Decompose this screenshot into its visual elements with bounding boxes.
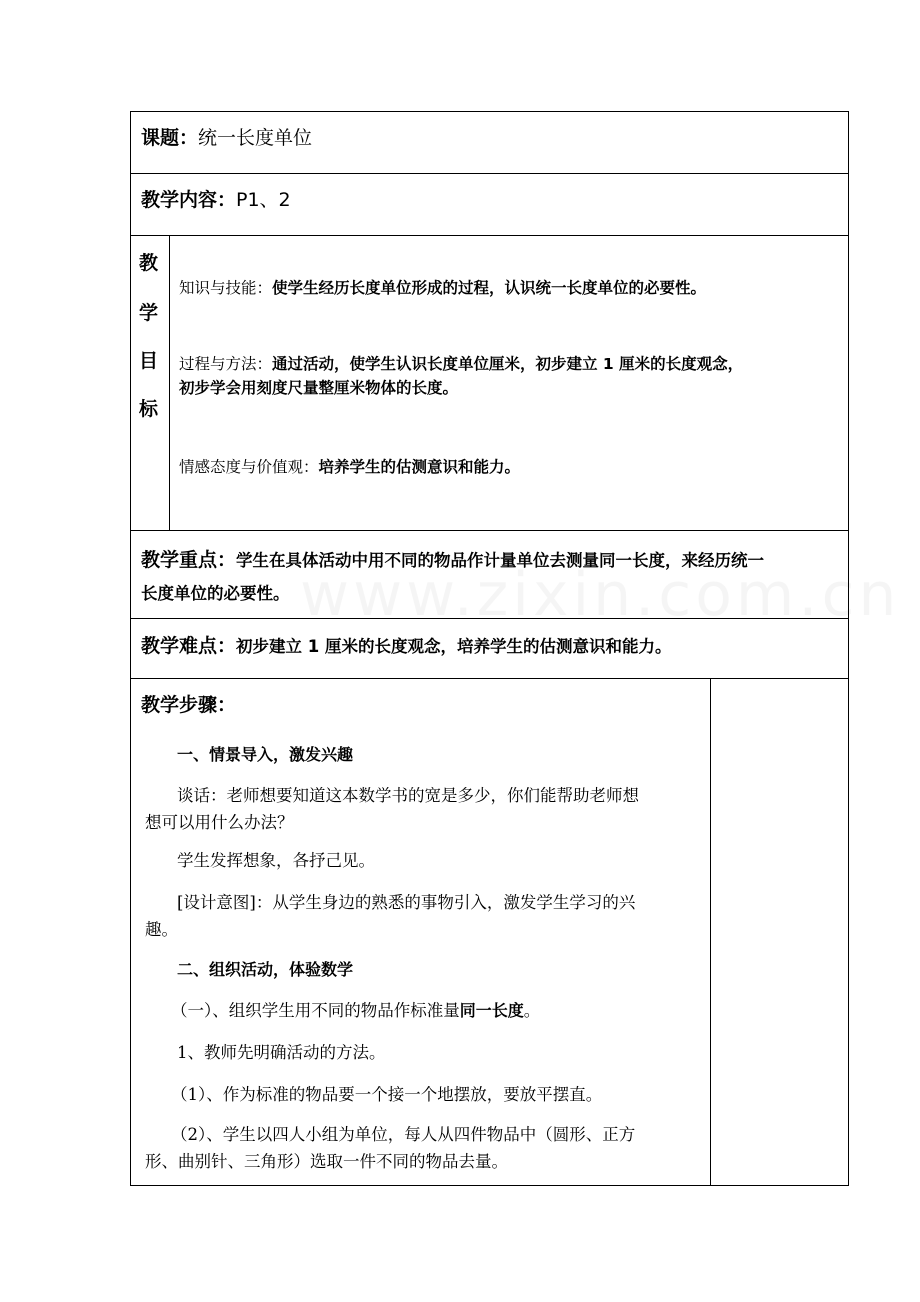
item-1-2-line-2: 形、曲别针、三角形）选取一件不同的物品去量。 (145, 1152, 508, 1171)
objective-process (179, 352, 743, 400)
content-row (131, 174, 848, 236)
key-points-cell (141, 544, 764, 610)
content-label: 教学内容： (141, 189, 237, 211)
lesson-plan-table (130, 111, 849, 1186)
item-1-2 (145, 1121, 705, 1175)
title-label: 课题： (141, 127, 199, 149)
section-2-title: 二、组织活动，体验数学 (177, 960, 354, 979)
title-row (131, 112, 848, 174)
objective-attitude (179, 455, 520, 479)
objective-process-text-1: 通过活动，使学生认识长度单位厘米，初步建立 1 厘米的长度观念， (272, 355, 744, 373)
student-paragraph: 学生发挥想象，各抒己见。 (177, 851, 375, 870)
design-line-1: [设计意图]：从学生身边的熟悉的事物引入，激发学生学习的兴 (177, 893, 636, 912)
objectives-vertical-label (131, 236, 170, 530)
difficulties-text: 初步建立 1 厘米的长度观念，培养学生的估测意识和能力。 (236, 637, 672, 656)
objective-knowledge (179, 276, 706, 300)
sub-1-bold: 同一长度 (459, 1001, 524, 1020)
key-points-row (131, 531, 848, 619)
title-cell (141, 126, 312, 150)
objective-process-label: 过程与方法： (179, 355, 273, 373)
content-value: P1、2 (236, 189, 291, 211)
talk-paragraph (145, 782, 705, 836)
title-value: 统一长度单位 (198, 127, 313, 149)
objective-knowledge-text: 使学生经历长度单位形成的过程，认识统一长度单位的必要性。 (272, 279, 707, 297)
key-points-line-1: 学生在具体活动中用不同的物品作计量单位去测量同一长度，来经历统一 (236, 551, 765, 570)
objective-knowledge-label: 知识与技能： (179, 279, 273, 297)
objective-attitude-text: 培养学生的估测意识和能力。 (318, 458, 521, 476)
difficulties-label: 教学难点： (141, 635, 237, 657)
objectives-label-char-1: 教 (139, 252, 159, 274)
sub-1 (145, 997, 731, 1024)
difficulties-row (131, 619, 848, 679)
design-line-2: 趣。 (145, 920, 178, 939)
sub-1-prefix: （一）、组织学生用不同的物品作标准量 (171, 1001, 460, 1020)
steps-label: 教学步骤： (141, 694, 237, 716)
objective-attitude-label: 情感态度与价值观： (179, 458, 319, 476)
objectives-label-char-3: 目 (139, 350, 159, 372)
objectives-label-char-2: 学 (139, 302, 159, 324)
objectives-row (131, 236, 848, 531)
difficulties-cell (141, 634, 672, 659)
design-paragraph (145, 889, 705, 943)
content-cell (141, 188, 291, 212)
steps-row (131, 679, 848, 1185)
talk-line-1: 谈话：老师想要知道这本数学书的宽是多少，你们能帮助老师想 (177, 786, 639, 805)
section-1-title: 一、情景导入，激发兴趣 (177, 745, 354, 764)
item-1-2-line-1: （2）、学生以四人小组为单位，每人从四件物品中（圆形、正方 (171, 1125, 636, 1144)
item-1: 1、教师先明确活动的方法。 (177, 1043, 386, 1062)
sub-1-suffix: 。 (523, 1001, 541, 1020)
key-points-label: 教学重点： (141, 549, 237, 571)
item-1-1: （1）、作为标准的物品要一个接一个地摆放，要放平摆直。 (171, 1085, 603, 1104)
objective-process-text-2: 初步学会用刻度尺量整厘米物体的长度。 (179, 379, 459, 397)
talk-line-2: 想可以用什么办法？ (145, 813, 294, 832)
key-points-line-2: 长度单位的必要性。 (141, 584, 290, 603)
objectives-label-char-4: 标 (139, 398, 159, 420)
